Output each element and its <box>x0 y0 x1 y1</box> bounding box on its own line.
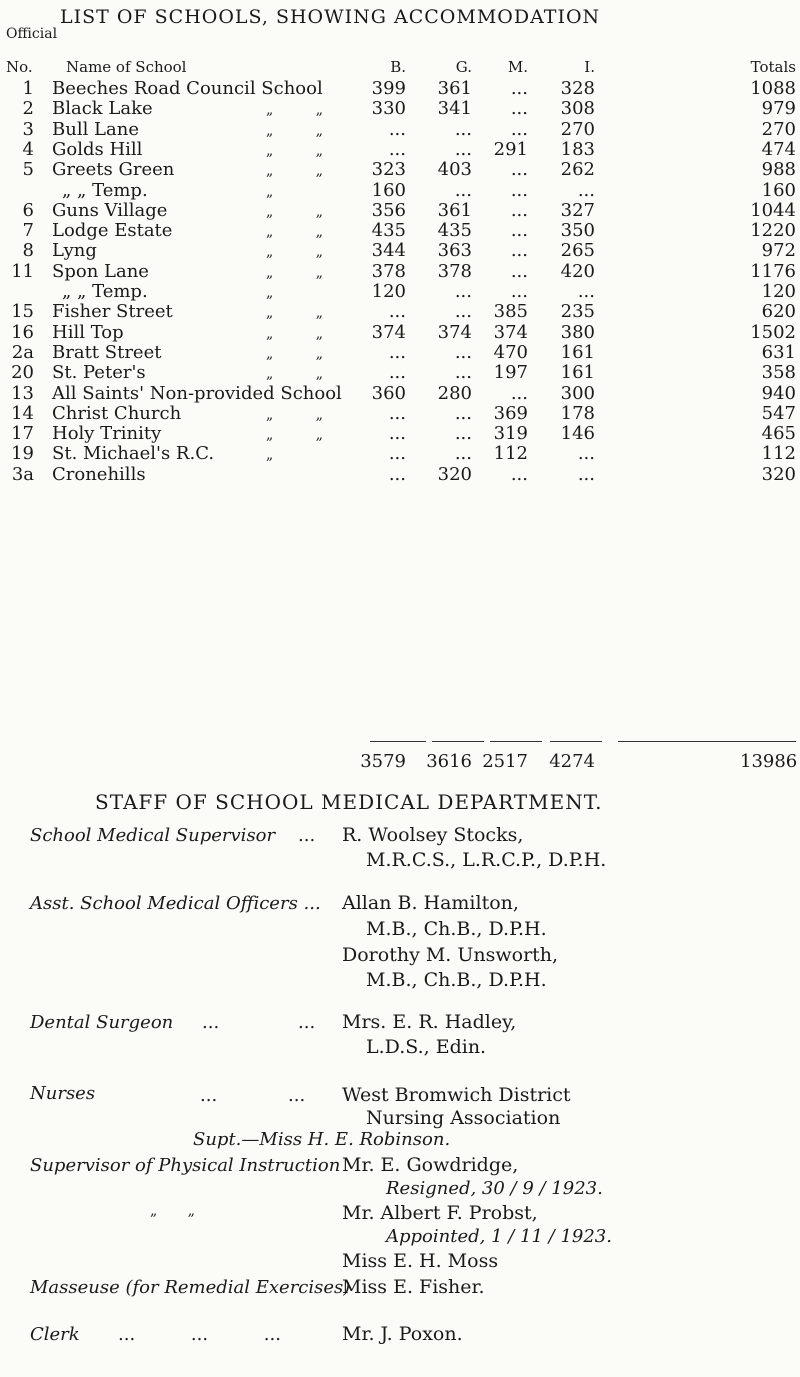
infants-accommodation: 161 <box>560 362 595 384</box>
nurses-label: Nurses <box>30 1083 96 1104</box>
school-total: 979 <box>761 98 796 120</box>
nurses-superintendent: Supt.—Miss H. E. Robinson. <box>193 1129 451 1150</box>
table-row <box>0 281 800 303</box>
mixed-accommodation: 385 <box>493 301 528 323</box>
infants-accommodation: 265 <box>560 240 595 262</box>
boys-accommodation: ... <box>388 138 406 160</box>
school-no: 16 <box>11 321 34 343</box>
masseuse-name: Miss E. Fisher. <box>342 1276 485 1298</box>
infants-accommodation: 178 <box>560 402 595 424</box>
mixed-accommodation: ... <box>510 463 528 485</box>
school-no: 14 <box>11 402 34 424</box>
girls-accommodation: 320 <box>437 463 472 485</box>
school-no: 13 <box>11 382 34 404</box>
school-no: 2 <box>22 98 34 120</box>
school-no: 3a <box>11 463 34 485</box>
mixed-accommodation: 470 <box>493 341 528 363</box>
boys-accommodation: ... <box>388 301 406 323</box>
infants-accommodation: 328 <box>560 78 595 99</box>
school-no: 20 <box>11 362 34 384</box>
ditto-marks: „ „ <box>266 203 323 220</box>
school-total: 465 <box>761 423 796 445</box>
table-row <box>0 78 800 100</box>
school-no: 3 <box>22 118 34 140</box>
ditto-marks: „ „ <box>266 264 323 281</box>
asst-label: Asst. School Medical Officers ... <box>30 893 321 914</box>
mixed-accommodation: ... <box>510 220 528 242</box>
table-row <box>0 240 800 262</box>
rule-i <box>550 741 602 743</box>
infants-accommodation: ... <box>577 463 595 485</box>
nurses-line-2: Nursing Association <box>366 1107 561 1129</box>
mixed-accommodation: ... <box>510 260 528 282</box>
ditto-marks: „ „ <box>266 244 323 261</box>
school-name: Christ Church <box>52 402 182 424</box>
asst2-quals: M.B., Ch.B., D.P.H. <box>366 969 547 991</box>
dental-label: Dental Surgeon <box>30 1012 174 1033</box>
supervisor-quals: M.R.C.S., L.R.C.P., D.P.H. <box>366 849 607 871</box>
dental-quals: L.D.S., Edin. <box>366 1036 487 1058</box>
school-name: Beeches Road Council School <box>52 78 323 99</box>
ditto-marks: „ „ <box>266 305 323 322</box>
school-total: 1502 <box>750 321 796 343</box>
girls-accommodation: 363 <box>437 240 472 262</box>
phys1-name: Mr. E. Gowdridge, <box>342 1154 519 1176</box>
school-no: 6 <box>22 199 34 221</box>
header-g: G. <box>455 58 472 76</box>
school-name: „ „ Temp. <box>62 281 148 302</box>
official-label: Official <box>6 26 58 42</box>
mixed-accommodation: 291 <box>493 138 528 160</box>
ditto-marks: „ <box>266 285 274 301</box>
phys-ditto: „ „ <box>150 1203 195 1219</box>
infants-accommodation: 350 <box>560 220 595 242</box>
school-total: 1176 <box>750 260 796 282</box>
school-no: 2a <box>11 341 34 363</box>
school-total: 988 <box>761 159 796 181</box>
ditto-marks: „ „ <box>266 142 323 159</box>
infants-accommodation: ... <box>577 179 595 201</box>
infants-accommodation: ... <box>577 443 595 465</box>
school-name: Lyng <box>52 240 97 262</box>
table-row <box>0 423 800 445</box>
school-name: Guns Village <box>52 199 168 221</box>
girls-accommodation: 435 <box>437 220 472 242</box>
girls-accommodation: ... <box>454 423 472 445</box>
boys-accommodation: 330 <box>371 98 406 120</box>
table-row <box>0 119 800 141</box>
school-name: Cronehills <box>52 463 146 485</box>
rule-m <box>490 741 542 743</box>
boys-accommodation: ... <box>388 362 406 384</box>
mixed-accommodation: ... <box>510 98 528 120</box>
school-no: 8 <box>22 240 34 262</box>
ditto-marks: „ „ <box>266 366 323 383</box>
table-row <box>0 220 800 242</box>
infants-accommodation: 146 <box>560 423 595 445</box>
table-row <box>0 261 800 283</box>
infants-accommodation: 262 <box>560 159 595 181</box>
nurses-dots-2: ... <box>288 1085 306 1106</box>
school-name: Fisher Street <box>52 301 173 323</box>
supervisor-dots: ... <box>298 825 316 846</box>
school-name: St. Michael's R.C. <box>52 443 215 465</box>
table-row <box>0 464 800 486</box>
girls-accommodation: ... <box>454 443 472 465</box>
mixed-accommodation: ... <box>510 199 528 221</box>
infants-accommodation: 183 <box>560 138 595 160</box>
table-row <box>0 139 800 161</box>
mixed-accommodation: ... <box>510 240 528 262</box>
girls-accommodation: 403 <box>437 159 472 181</box>
girls-accommodation: ... <box>454 341 472 363</box>
ditto-marks: „ „ <box>266 224 323 241</box>
school-total: 120 <box>761 281 796 302</box>
infants-accommodation: 235 <box>560 301 595 323</box>
header-name: Name of School <box>66 58 187 76</box>
infants-accommodation: 380 <box>560 321 595 343</box>
boys-accommodation: ... <box>388 118 406 140</box>
rule-t <box>618 741 796 743</box>
school-no: 1 <box>22 78 34 99</box>
boys-accommodation: ... <box>388 341 406 363</box>
school-total: 1088 <box>750 78 796 99</box>
girls-accommodation: 280 <box>437 382 472 404</box>
school-total: 1220 <box>750 220 796 242</box>
school-no: 15 <box>11 301 34 323</box>
dental-dots: ... <box>202 1012 220 1033</box>
ditto-marks: „ „ <box>266 406 323 423</box>
school-name: Lodge Estate <box>52 220 173 242</box>
phys2-name: Mr. Albert F. Probst, <box>342 1202 538 1224</box>
table-row <box>0 200 800 222</box>
school-total: 940 <box>761 382 796 404</box>
ditto-marks: „ <box>266 447 274 464</box>
mixed-accommodation: 369 <box>493 402 528 424</box>
nurses-dots: ... <box>200 1085 218 1106</box>
table-row <box>0 98 800 120</box>
boys-accommodation: ... <box>388 402 406 424</box>
header-m: M. <box>507 58 528 76</box>
table-row <box>0 403 800 425</box>
boys-accommodation: 435 <box>371 220 406 242</box>
mixed-accommodation: 197 <box>493 362 528 384</box>
girls-accommodation: ... <box>454 138 472 160</box>
school-total: 547 <box>761 402 796 424</box>
masseuse-label: Masseuse (for Remedial Exercises) <box>30 1277 351 1298</box>
mixed-accommodation: ... <box>510 159 528 181</box>
school-name: Bull Lane <box>52 118 139 140</box>
rule-g <box>432 741 484 743</box>
totals-row <box>0 751 800 773</box>
phys1-note: Resigned, 30 / 9 / 1923. <box>386 1178 603 1199</box>
table-row <box>0 443 800 465</box>
boys-accommodation: ... <box>388 443 406 465</box>
table-row <box>0 383 800 405</box>
boys-accommodation: 360 <box>371 382 406 404</box>
table-row <box>0 180 800 202</box>
boys-accommodation: 356 <box>371 199 406 221</box>
ditto-marks: „ „ <box>266 325 323 342</box>
boys-accommodation: 378 <box>371 260 406 282</box>
girls-accommodation: ... <box>454 179 472 201</box>
school-name: All Saints' Non-provided School <box>52 382 342 404</box>
infants-accommodation: 308 <box>560 98 595 120</box>
clerk-name: Mr. J. Poxon. <box>342 1323 463 1345</box>
school-name: Hill Top <box>52 321 124 343</box>
girls-accommodation: 341 <box>437 98 472 120</box>
ditto-marks: „ „ <box>266 427 323 444</box>
header-b: B. <box>390 58 406 76</box>
girls-accommodation: ... <box>454 362 472 384</box>
mixed-accommodation: ... <box>510 78 528 99</box>
school-total: 620 <box>761 301 796 323</box>
boys-accommodation: 344 <box>371 240 406 262</box>
mixed-accommodation: 319 <box>493 423 528 445</box>
mixed-accommodation: 112 <box>493 443 528 465</box>
girls-accommodation: ... <box>454 301 472 323</box>
school-no: 5 <box>22 159 34 181</box>
dental-name: Mrs. E. R. Hadley, <box>342 1011 517 1033</box>
nurses-line-1: West Bromwich District <box>342 1084 571 1106</box>
school-no: 19 <box>11 443 34 465</box>
header-i: I. <box>584 58 595 76</box>
total-i: 4274 <box>549 751 595 772</box>
boys-accommodation: 374 <box>371 321 406 343</box>
table-row <box>0 342 800 364</box>
header-no: No. <box>6 58 33 76</box>
staff-title: STAFF OF SCHOOL MEDICAL DEPARTMENT. <box>95 790 603 814</box>
total-t: 13986 <box>740 751 798 772</box>
table-row <box>0 301 800 323</box>
girls-accommodation: ... <box>454 402 472 424</box>
school-total: 1044 <box>750 199 796 221</box>
boys-accommodation: 399 <box>371 78 406 99</box>
school-name: Black Lake <box>52 98 153 120</box>
infants-accommodation: 270 <box>560 118 595 140</box>
school-no: 11 <box>11 260 34 282</box>
school-name: St. Peter's <box>52 362 146 384</box>
school-name: Spon Lane <box>52 260 149 282</box>
phys-label: Supervisor of Physical Instruction <box>30 1155 341 1176</box>
table-row <box>0 322 800 344</box>
page-title: LIST OF SCHOOLS, SHOWING ACCOMMODATION <box>60 6 601 28</box>
header-totals: Totals <box>750 58 796 76</box>
boys-accommodation: 160 <box>371 179 406 201</box>
school-total: 474 <box>761 138 796 160</box>
supervisor-label: School Medical Supervisor <box>30 825 276 846</box>
rule-b <box>370 741 426 743</box>
infants-accommodation: 327 <box>560 199 595 221</box>
school-total: 972 <box>761 240 796 262</box>
school-total: 160 <box>761 179 796 201</box>
infants-accommodation: ... <box>577 281 595 302</box>
school-total: 631 <box>761 341 796 363</box>
asst1-name: Allan B. Hamilton, <box>342 892 519 914</box>
total-g: 3616 <box>426 751 472 772</box>
table-row <box>0 159 800 181</box>
boys-accommodation: ... <box>388 423 406 445</box>
girls-accommodation: 374 <box>437 321 472 343</box>
ditto-marks: „ „ <box>266 102 323 119</box>
mixed-accommodation: ... <box>510 118 528 140</box>
phys3-name: Miss E. H. Moss <box>342 1250 499 1272</box>
school-name: Holy Trinity <box>52 423 162 445</box>
boys-accommodation: 120 <box>371 281 406 302</box>
school-name: Bratt Street <box>52 341 162 363</box>
asst1-quals: M.B., Ch.B., D.P.H. <box>366 918 547 940</box>
supervisor-name: R. Woolsey Stocks, <box>342 824 524 846</box>
school-no: 4 <box>22 138 34 160</box>
total-m: 2517 <box>482 751 528 772</box>
school-name: „ „ Temp. <box>62 179 148 201</box>
boys-accommodation: ... <box>388 463 406 485</box>
girls-accommodation: ... <box>454 118 472 140</box>
girls-accommodation: ... <box>454 281 472 302</box>
table-row <box>0 362 800 384</box>
school-name: Greets Green <box>52 159 175 181</box>
total-b: 3579 <box>360 751 406 772</box>
clerk-label: Clerk <box>30 1324 80 1345</box>
ditto-marks: „ „ <box>266 345 323 362</box>
girls-accommodation: 378 <box>437 260 472 282</box>
ditto-marks: „ „ <box>266 163 323 180</box>
infants-accommodation: 420 <box>560 260 595 282</box>
infants-accommodation: 161 <box>560 341 595 363</box>
school-no: 7 <box>22 220 34 242</box>
school-total: 270 <box>761 118 796 140</box>
phys2-note: Appointed, 1 / 11 / 1923. <box>386 1226 612 1247</box>
ditto-marks: „ <box>266 183 274 200</box>
boys-accommodation: 323 <box>371 159 406 181</box>
mixed-accommodation: ... <box>510 179 528 201</box>
school-name: Golds Hill <box>52 138 143 160</box>
mixed-accommodation: ... <box>510 382 528 404</box>
school-total: 358 <box>761 362 796 384</box>
school-no: 17 <box>11 423 34 445</box>
infants-accommodation: 300 <box>560 382 595 404</box>
girls-accommodation: 361 <box>437 199 472 221</box>
mixed-accommodation: 374 <box>493 321 528 343</box>
clerk-dots: ... ... ... <box>118 1324 281 1345</box>
ditto-marks: „ „ <box>266 122 323 139</box>
school-total: 320 <box>761 463 796 485</box>
girls-accommodation: 361 <box>437 78 472 99</box>
asst2-name: Dorothy M. Unsworth, <box>342 944 559 966</box>
school-total: 112 <box>761 443 796 465</box>
dental-dots-2: ... <box>298 1012 316 1033</box>
mixed-accommodation: ... <box>510 281 528 302</box>
